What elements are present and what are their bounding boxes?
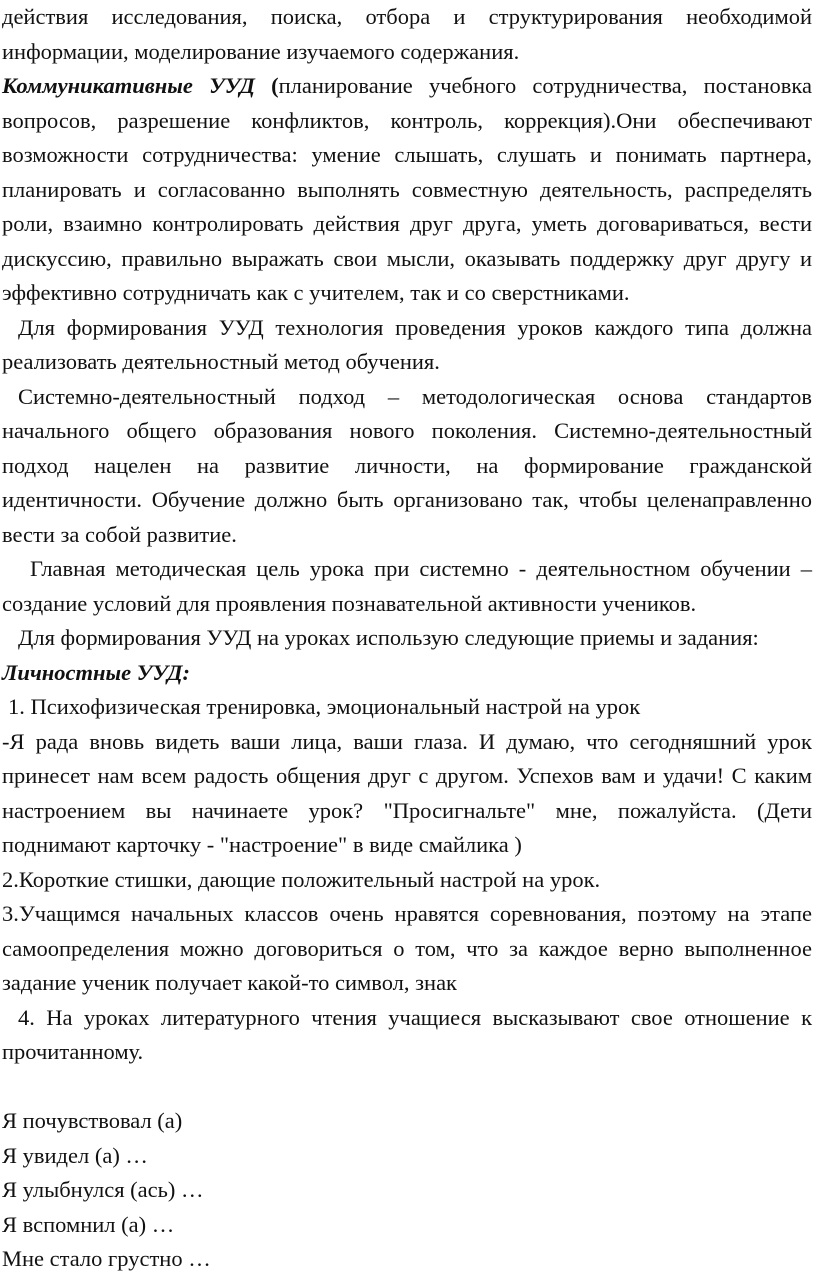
paragraph-system-activity-approach: Системно-деятельностный подход – методологическая основа стандартов начального общего образования нового поколения. Системно-деятельностный подход нацелен на развитие личности, на формирование гражданской идентичности. Обучение должно быть организовано так, чтобы целенаправленно вести за собой развитие.	[2, 383, 812, 547]
phrase-5: Мне стало грустно …	[2, 1246, 211, 1271]
paragraph-uud-technology: Для формирования УУД технология проведения уроков каждого типа должна реализовать деятельностный метод обучения.	[2, 314, 812, 374]
paragraph-research-actions: действия исследования, поиска, отбора и структурирования необходимой информации, моделирование изучаемого содержания.	[2, 4, 812, 64]
list-item-1-text: -Я рада вновь видеть ваши лица, ваши глаза. И думаю, что сегодняшний урок принесет нам всем радость общения друг с другом. Успехов вам и удачи! С каким настроением вы начинаете урок? "Просигнальте" мне, пожалуйста. (Дети поднимают карточку - "настроение" в виде смайлика )	[2, 728, 812, 857]
phrase-3: Я улыбнулся (ась) …	[2, 1177, 204, 1202]
paragraph-techniques-intro: Для формирования УУД на уроках использую следующие приемы и задания:	[18, 625, 759, 650]
list-item-1: 1. Психофизическая тренировка, эмоциональный настрой на урок	[8, 694, 641, 719]
paragraph-main-goal: Главная методическая цель урока при системно - деятельностном обучении – создание условий для проявления познавательной активности учеников.	[2, 556, 812, 616]
list-item-3: 3.Учащимся начальных классов очень нравятся соревнования, поэтому на этапе самоопределения можно договориться о том, что за каждое верно выполненное задание ученик получает какой-то символ, знак	[2, 901, 812, 995]
phrase-4: Я вспомнил (а) …	[2, 1211, 175, 1237]
heading-personal-uud: Личностные УУД:	[2, 659, 190, 685]
list-item-2: 2.Короткие стишки, дающие положительный настрой на урок.	[2, 866, 601, 892]
blank-line	[2, 1070, 812, 1105]
list-item-4: 4. На уроках литературного чтения учащиеся высказывают свое отношение к прочитанному.	[2, 1004, 812, 1064]
phrase-2: Я увидел (а) …	[2, 1142, 148, 1168]
communicative-uud-text: планирование учебного сотрудничества, постановка вопросов, разрешение конфликтов, контроль, коррекция).Они обеспечивают возможности сотрудничества: умение слышать, слушать и понимать партнера, планировать и согласованно выполнять совместную деятельность, распределять роли, взаимно контролировать действия друг друга, уметь договариваться, вести дискуссию, правильно выражать свои мысли, оказывать поддержку друг другу и эффективно сотрудничать как с учителем, так и со сверстниками.	[2, 73, 813, 305]
heading-communicative-uud: Коммуникативные УУД	[2, 73, 255, 98]
open-paren: (	[271, 73, 279, 98]
phrase-1: Я почувствовал (а)	[2, 1108, 183, 1133]
paragraph-communicative-uud	[2, 69, 812, 311]
